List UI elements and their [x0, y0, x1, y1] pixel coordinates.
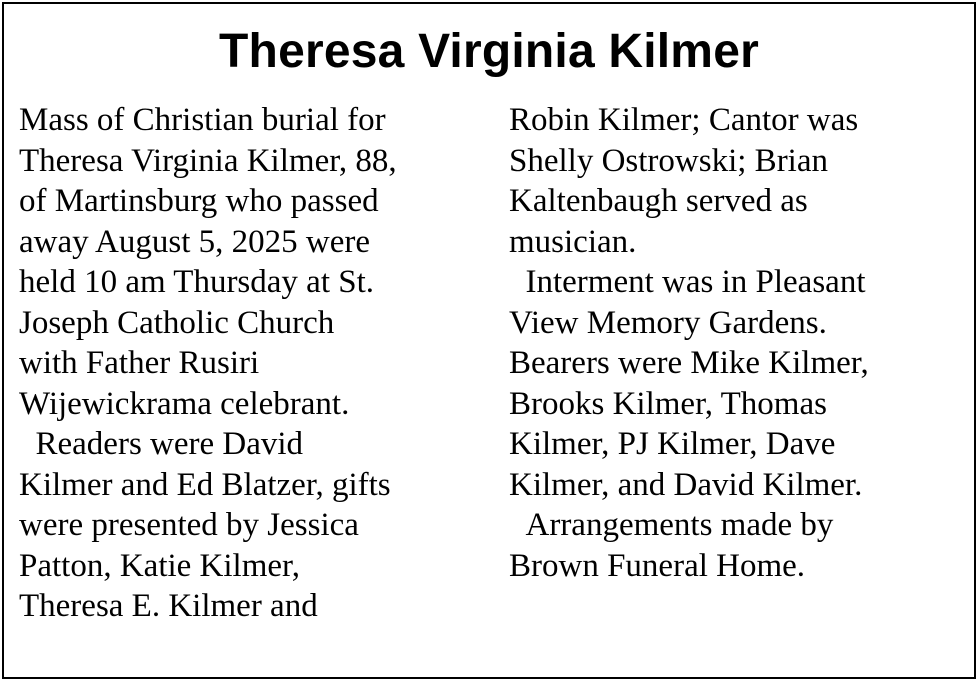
- text-line: Patton, Katie Kilmer,: [19, 547, 300, 584]
- text-line: Robin Kilmer; Cantor was: [509, 102, 859, 138]
- text-line: Interment was in Pleasant: [509, 264, 866, 300]
- obituary-notice: [2, 2, 976, 679]
- text-line: Wijewickrama celebrant.: [19, 385, 350, 422]
- text-line: musician.: [509, 223, 637, 260]
- text-line: Kilmer and Ed Blatzer, gifts: [19, 466, 391, 503]
- text-line: Theresa E. Kilmer and: [19, 588, 318, 624]
- text-line: Joseph Catholic Church: [19, 304, 335, 341]
- text-line: Bearers were Mike Kilmer,: [509, 345, 869, 381]
- text-line: away August 5, 2025 were: [19, 223, 371, 260]
- obituary-column-left: [19, 100, 489, 627]
- text-line: held 10 am Thursday at St.: [19, 264, 375, 300]
- text-line: Brooks Kilmer, Thomas: [509, 385, 827, 422]
- text-line: Brown Funeral Home.: [509, 547, 806, 584]
- text-line: Kilmer, PJ Kilmer, Dave: [509, 426, 836, 462]
- text-line: Arrangements made by: [509, 507, 834, 543]
- text-line: Readers were David: [19, 426, 304, 462]
- text-line: were presented by Jessica: [19, 507, 359, 543]
- text-line: Theresa Virginia Kilmer, 88,: [19, 142, 397, 179]
- text-line: Kilmer, and David Kilmer.: [509, 466, 863, 503]
- text-line: Shelly Ostrowski; Brian: [509, 142, 828, 179]
- obituary-title: Theresa Virginia Kilmer: [219, 25, 759, 78]
- text-line: View Memory Gardens.: [509, 304, 827, 341]
- obituary-column-right: [509, 100, 969, 586]
- text-line: Kaltenbaugh served as: [509, 183, 808, 219]
- text-line: with Father Rusiri: [19, 345, 260, 381]
- text-line: of Martinsburg who passed: [19, 183, 379, 219]
- text-line: Mass of Christian burial for: [19, 102, 386, 138]
